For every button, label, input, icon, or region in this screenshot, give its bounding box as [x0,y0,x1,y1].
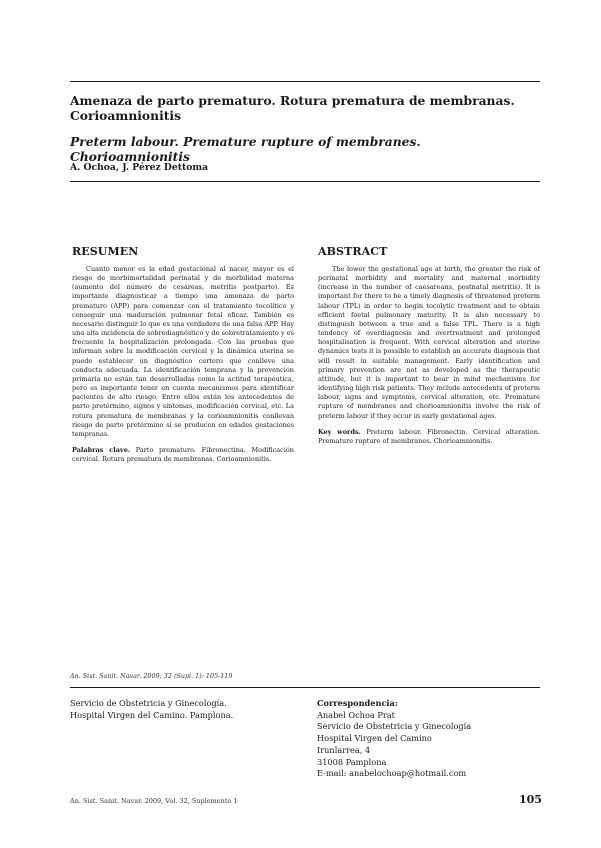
resumen-keywords [72,446,294,464]
resumen-text: Cuanto menor es la edad gestacional al nacer, mayor es el riesgo de morbimortalidad perinatal y de morbilidad materna (aumento del número de cesáreas, metritis postparto). Es importante diagnosticar a tiempo una amenaza de parto prematuro (APP) para comenzar con el tratamiento tocolítico y conseguir una maduración pulmonar fetal eficaz. También es necesario distinguir lo que es una verdadera de una falsa APP. Hay una alta incidencia de sobrediagnóstico y de sobretratamiento y es frecuente la hospitalización prolongada. Con las pruebas que informan sobre la modificación cervical y la dinámica uterina se puede establecer un diagnóstico certero que conlleve una conducta adecuada. La identificación temprana y la prevención primaria no están tan desarrolladas como la actitud terapéutica, pero es importante tener en cuenta mecanismos para identificar pacientes de alto riesgo. Entre ellos están los antecedentes de parto pretérmino, signos y síntomas, modificación cervical, etc. La rotura prematura de membranas y la corioamnionitis conllevan riesgo de parto pretérmino si se producen en edades gestaciones tempranas. [72,265,294,438]
top-rule [70,81,540,82]
correspondence-line: Anabel Ochoa Prat [317,709,395,720]
correspondence-line: Servicio de Obstetricia y Ginecología [317,721,472,732]
resumen-keywords-text: Parto prematuro. Fibronectina. Modificación cervical. Rotura prematura de membranas. Corioamnionitis. [72,445,294,464]
affiliation-line: Hospital Virgen del Camino. Pamplona. [70,710,234,720]
abstract-keywords-text: Preterm labour. Fibronectin. Cervical alteration. Premature rupture of membranes. Chorioamnionitis. [318,427,540,445]
title-english: Preterm labour. Premature rupture of membranes. Chorioamnionitis [70,134,421,164]
correspondence-line: Irunlarrea, 4 [317,744,371,755]
resumen-keywords-label: Palabras clave. [72,445,131,454]
correspondence-line: Hospital Virgen del Camino [317,733,432,744]
footer-journal: An. Sist. Sanit. Navar. 2009, Vol. 32, Suplemento 1 [70,797,238,805]
title-spanish: Amenaza de parto prematuro. Rotura prematura de membranas. Corioamnionitis [70,93,515,123]
resumen-heading: RESUMEN [72,245,139,258]
abstract-text: The lower the gestational age at birth, the greater the risk of perinatal morbidity and mortality and maternal morbidity (increase in the number of caesareans, postnatal metritis). It is important for there to be a timely diagnosis of threatened preterm labour (TPL) in order to begin tocolytic treatment and to obtain efficient foetal pulmonary maturity. It is also necessary to distinguish between a true and a false TPL. There is a high tendency of overdiagnosis and overtreatment and prolonged hospitalisation is frequent. With cervical alteration and uterine dynamics tests it is possible to establish an accurate diagnosis that will result in suitable management. Early identification and primary prevention are not as developed as the therapeutic attitude, but it is important to bear in mind mechanisms for identifying high risk patients. They include antecedents of preterm labour, signs and symptoms, cervical alteration, etc. Premature rupture of membranes and chorioamnionitis involve the risk of preterm labour if they occur in early gestational ages. [318,265,540,420]
citation: An. Sist. Sanit. Navar. 2009; 32 (Supl. 1): 105-119 [70,672,233,680]
correspondence-email: E-mail: anabelochoap@hotmail.com [317,768,467,779]
page-number: 105 [519,793,542,806]
abstract-column [318,245,540,446]
affiliation-line: Servicio de Obstetricia y Ginecología. [70,698,227,708]
resumen-column [72,245,294,464]
abstract-keywords [318,428,540,446]
correspondence [317,698,547,780]
citation-rule [70,687,540,688]
correspondence-label: Correspondencia: [317,698,398,708]
abstract-keywords-label: Key words. [318,427,361,436]
affiliation [70,697,290,721]
header-bottom-rule [70,181,540,182]
correspondence-line: 31008 Pamplona [317,756,387,767]
abstract-heading: ABSTRACT [318,245,388,258]
authors: A. Ochoa, J. Pérez Dettoma [70,162,209,173]
